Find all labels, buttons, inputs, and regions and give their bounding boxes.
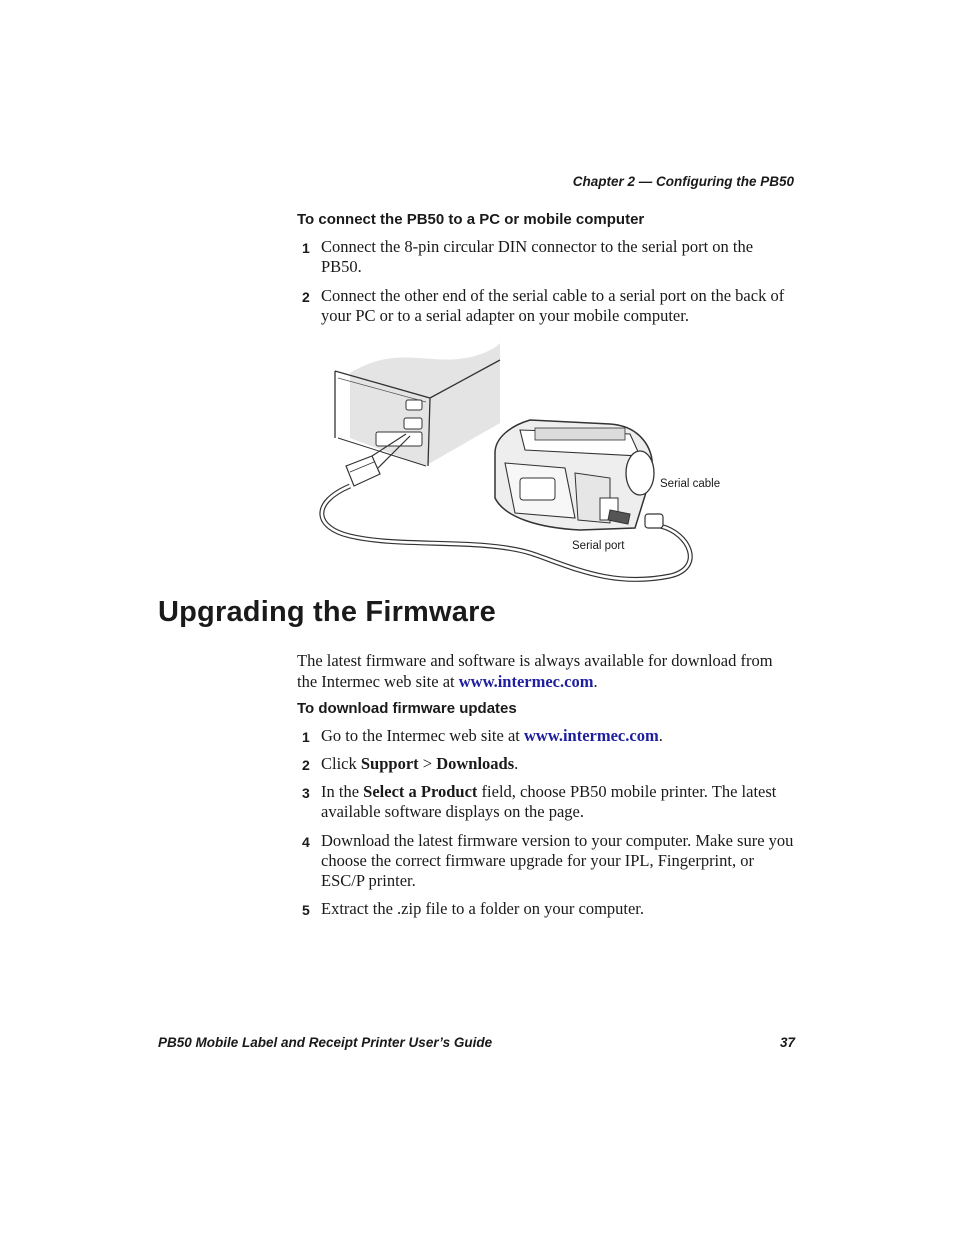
procedure-heading-connect: To connect the PB50 to a PC or mobile computer [297,211,645,228]
step-text: Extract the .zip file to a folder on your computer. [321,899,645,918]
step-text: Connect the other end of the serial cable to a serial port on the back of your PC or to a serial adapter on your mobile computer. [321,286,785,325]
footer-guide-title: PB50 Mobile Label and Receipt Printer User’s Guide [158,1035,493,1050]
pc-serial-port-2 [404,418,422,429]
label-serial-port: Serial port [572,540,625,552]
step-text: Connect the 8-pin circular DIN connector to the serial port on the PB50. [321,237,754,276]
intro-text: The latest firmware and software is always available for download from the Intermec web site at [297,651,773,691]
intro-paragraph [297,650,777,692]
ui-term-support: Support [360,754,419,773]
pc-case-backdrop [350,343,500,466]
intermec-link[interactable]: www.intermec.com [458,672,594,691]
ui-term-downloads: Downloads [436,754,515,773]
step-text [321,782,797,822]
intermec-link[interactable]: www.intermec.com [523,726,659,745]
procedure-heading-download: To download firmware updates [297,700,517,717]
connect-step-1 [297,237,797,277]
intro-text-end: . [593,672,598,691]
step-text-after: field, choose PB50 mobile printer. The latest available software displays on the page. [321,782,777,821]
step-number: 1 [302,729,310,745]
step-text: Download the latest firmware version to your computer. Make sure you choose the correct firmware upgrade for your IPL, Fingerprint, or ESC/P printer. [321,831,794,890]
download-step-5 [297,899,797,919]
step-text-before: Go to the Intermec web site at [321,726,524,745]
step-text-before: In the [321,782,364,801]
step-text [321,754,797,774]
footer-page-number: 37 [779,1035,795,1050]
download-step-3 [297,782,797,822]
step-number: 3 [302,785,310,801]
step-number: 2 [302,289,310,305]
menu-separator: > [418,754,437,773]
section-title: Upgrading the Firmware [158,596,496,628]
step-text-after: . [514,754,519,773]
download-step-4 [297,831,797,891]
ui-term-select-product: Select a Product [363,782,478,801]
step-text-after: . [658,726,663,745]
step-number: 4 [302,834,310,850]
step-number: 2 [302,757,310,773]
running-header: Chapter 2 — Configuring the PB50 [572,174,794,189]
step-number: 1 [302,240,310,256]
pc-serial-port-1 [406,400,422,410]
step-number: 5 [302,902,310,918]
download-step-2 [297,754,797,774]
connection-illustration [310,338,740,590]
pb50-printer-icon [495,420,654,530]
connect-step-2 [297,286,797,326]
step-text-before: Click [321,754,361,773]
label-serial-cable: Serial cable [660,478,721,490]
step-text [321,726,797,746]
download-step-1 [297,726,797,746]
